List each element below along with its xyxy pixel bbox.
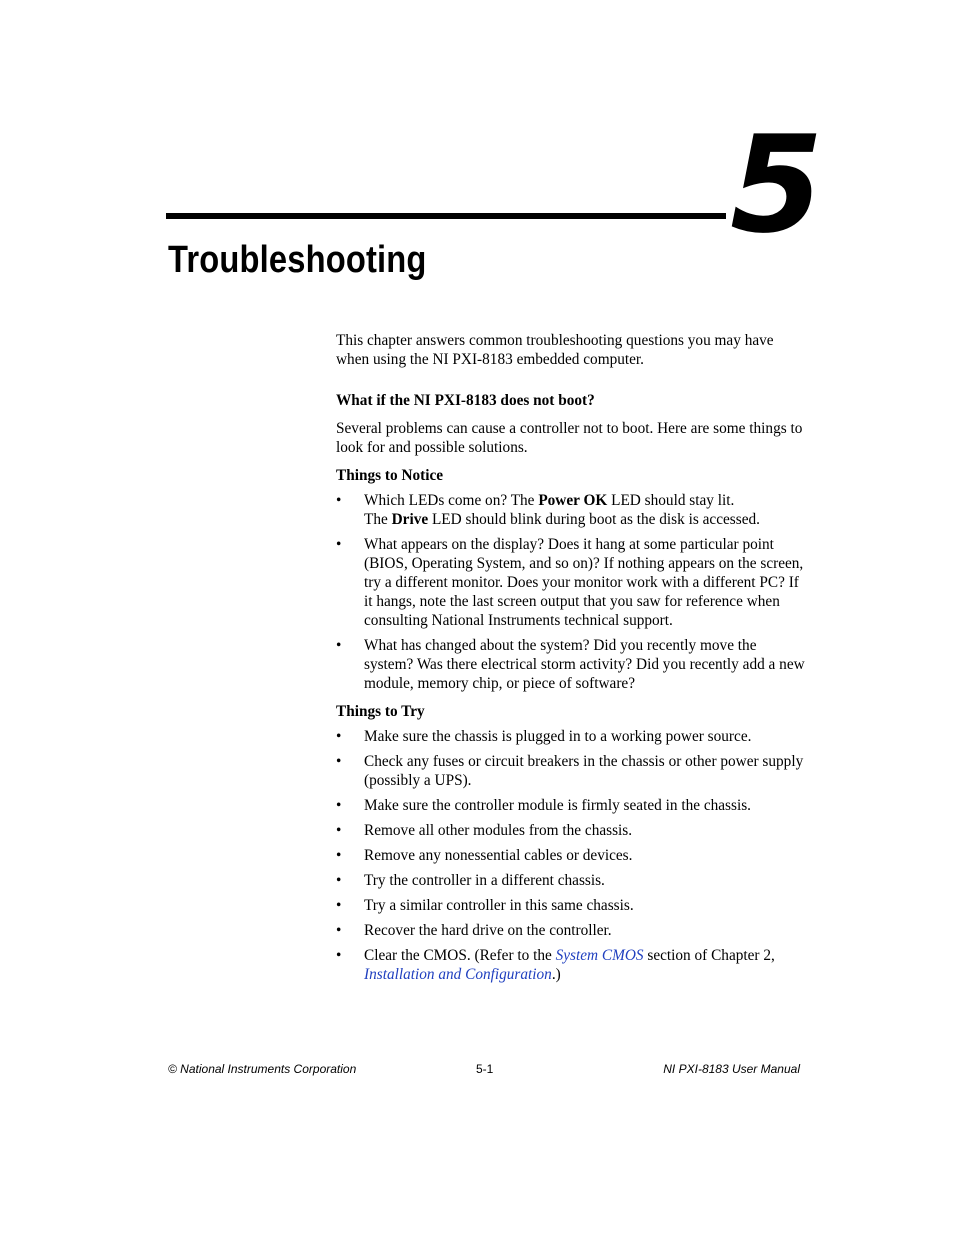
power-ok-label: Power OK bbox=[538, 492, 608, 509]
notice-text: Which LEDs come on? The bbox=[364, 492, 539, 509]
footer-page-number: 5-1 bbox=[476, 1062, 494, 1076]
question-heading: What if the NI PXI-8183 does not boot? bbox=[336, 392, 595, 409]
list-item: • Try a similar controller in this same chassis. bbox=[336, 896, 806, 915]
try-list bbox=[336, 727, 806, 984]
chapter-number: 5 bbox=[730, 107, 824, 263]
notice-text: LED should stay lit. bbox=[607, 492, 735, 509]
chapter-rule bbox=[166, 213, 726, 219]
footer-copyright: © National Instruments Corporation bbox=[168, 1062, 357, 1076]
chapter-title: Troubleshooting bbox=[168, 239, 427, 281]
notice-text: The bbox=[364, 511, 392, 528]
list-item: • What appears on the display? Does it hang at some particular point (BIOS, Operating System, and so on)? If nothing appears on the screen, try a different monitor. Does your monitor work with a different PC? If it hangs, note the last screen output that you saw for reference when consulting National Instruments technical support. bbox=[336, 535, 806, 630]
things-to-notice-heading: Things to Notice bbox=[336, 467, 444, 484]
try-text: Clear the CMOS. (Refer to the bbox=[364, 947, 556, 964]
list-item bbox=[336, 946, 806, 984]
list-item: • Check any fuses or circuit breakers in the chassis or other power supply (possibly a UPS). bbox=[336, 752, 806, 790]
notice-text: LED should blink during boot as the disk is accessed. bbox=[428, 511, 760, 528]
notice-list bbox=[336, 491, 806, 693]
question-body: Several problems can cause a controller not to boot. Here are some things to look for and possible solutions. bbox=[336, 420, 803, 456]
list-item: • Remove any nonessential cables or devices. bbox=[336, 846, 806, 865]
list-item: • Make sure the chassis is plugged in to a working power source. bbox=[336, 727, 806, 746]
list-item: • What has changed about the system? Did you recently move the system? Was there electrical storm activity? Did you recently add a new module, memory chip, or piece of software? bbox=[336, 636, 806, 693]
list-item bbox=[336, 491, 806, 529]
list-item: • Try the controller in a different chassis. bbox=[336, 871, 806, 890]
things-to-try-heading: Things to Try bbox=[336, 703, 425, 720]
try-text: section of Chapter 2, bbox=[643, 947, 775, 964]
list-item: • Make sure the controller module is firmly seated in the chassis. bbox=[336, 796, 806, 815]
list-item: • Recover the hard drive on the controller. bbox=[336, 921, 806, 940]
chapter-content bbox=[336, 331, 806, 993]
system-cmos-link[interactable]: System CMOS bbox=[555, 947, 644, 964]
footer-manual-title: NI PXI-8183 User Manual bbox=[663, 1062, 800, 1076]
intro-paragraph: This chapter answers common troubleshooting questions you may have when using the NI PXI-8183 embedded computer. bbox=[336, 332, 774, 368]
try-text: .) bbox=[551, 966, 561, 983]
list-item: • Remove all other modules from the chassis. bbox=[336, 821, 806, 840]
installation-and-configuration-link[interactable]: Installation and Configuration bbox=[364, 966, 552, 983]
drive-label: Drive bbox=[391, 511, 429, 528]
